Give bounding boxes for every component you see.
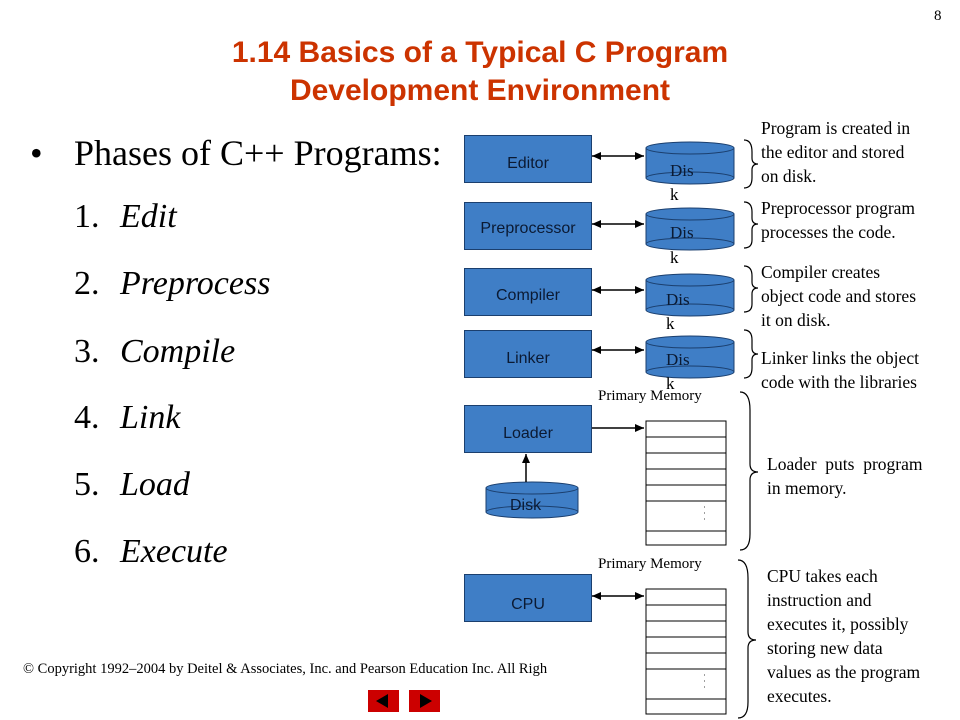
disk-cylinder [646,274,734,316]
phase-label: Link [120,399,181,436]
next-slide-button[interactable] [409,690,440,712]
disk-label-bottom: k [670,248,679,267]
primary-memory-block-1 [646,421,726,545]
bullet-marker: • [30,133,43,173]
phase-number: 2. [74,265,100,302]
compiler-note [761,260,916,332]
loader-note [767,452,923,500]
disk-cylinder [646,336,734,378]
phase-number: 1. [74,198,100,235]
page-number: 8 [934,8,942,24]
note-line: storing new data [767,638,883,658]
note-line: executes. [767,686,832,706]
copyright-footer: © Copyright 1992–2004 by Deitel & Associates, Inc. and Pearson Education Inc. All Righ [23,661,548,677]
primary-memory-label: Primary Memory [598,388,702,404]
primary-memory-block-2 [646,589,726,714]
disk-label-bottom: k [666,374,675,393]
phase-label: Preprocess [120,265,271,302]
phase-label: Edit [120,198,177,235]
preprocessor-box: Preprocessor [464,202,592,250]
note-line: CPU takes each [767,566,878,586]
note-line: code with the libraries [761,372,917,392]
note-line: on disk. [761,166,817,186]
note-line: instruction and [767,590,872,610]
disk-label-bottom: k [670,185,679,204]
phase-number: 5. [74,466,100,503]
linker-note [761,346,919,394]
phase-number: 6. [74,533,100,570]
note-line: processes the code. [761,222,896,242]
note-line: object code and stores [761,286,917,306]
preprocessor-note-brace [744,202,758,248]
right-arrow-icon [409,690,440,712]
note-line: values as the program [767,662,921,682]
phase-label: Execute [120,533,228,570]
loader-disk-label: Disk [510,497,542,514]
editor-box: Editor [464,135,592,183]
cpu-box: CPU [464,574,592,622]
note-line: Compiler creates [761,262,881,282]
cpu-note [767,564,920,708]
disk-label-top: Dis [666,350,690,369]
linker-box: Linker [464,330,592,378]
phase-number: 4. [74,399,100,436]
phase-number: 3. [74,333,100,370]
note-line: it on disk. [761,310,831,330]
prev-slide-button[interactable] [368,690,399,712]
preprocessor-note [761,196,915,244]
memory-ellipsis: . . . [702,674,711,689]
disk-label-top: Dis [670,223,694,242]
disk-label-top: Dis [670,161,694,180]
bullet-heading: Phases of C++ Programs: [74,133,442,173]
editor-note [761,116,910,188]
loader-note-brace [740,392,758,550]
disk-label-top: Dis [666,290,690,309]
primary-memory-label: Primary Memory [598,556,702,572]
slide-title-line1: 1.14 Basics of a Typical C Program [231,36,729,69]
note-line: executes it, possibly [767,614,909,634]
note-line: the editor and stored [761,142,905,162]
cpu-note-brace [738,560,756,718]
slide-title-line2: Development Environment [289,74,671,107]
left-arrow-icon [368,690,399,712]
memory-ellipsis: . . . [702,506,711,521]
compiler-note-brace [744,266,758,312]
phase-label: Compile [120,333,236,370]
note-line: in memory. [767,478,847,498]
phase-label: Load [120,466,190,503]
note-line: Linker links the object [761,348,919,368]
disk-label-bottom: k [666,314,675,333]
note-line: Preprocessor program [761,198,916,218]
editor-note-brace [744,140,758,188]
note-line: Loader puts program [767,454,923,474]
linker-note-brace [744,330,758,378]
loader-box: Loader [464,405,592,453]
compiler-box: Compiler [464,268,592,316]
note-line: Program is created in [761,118,911,138]
